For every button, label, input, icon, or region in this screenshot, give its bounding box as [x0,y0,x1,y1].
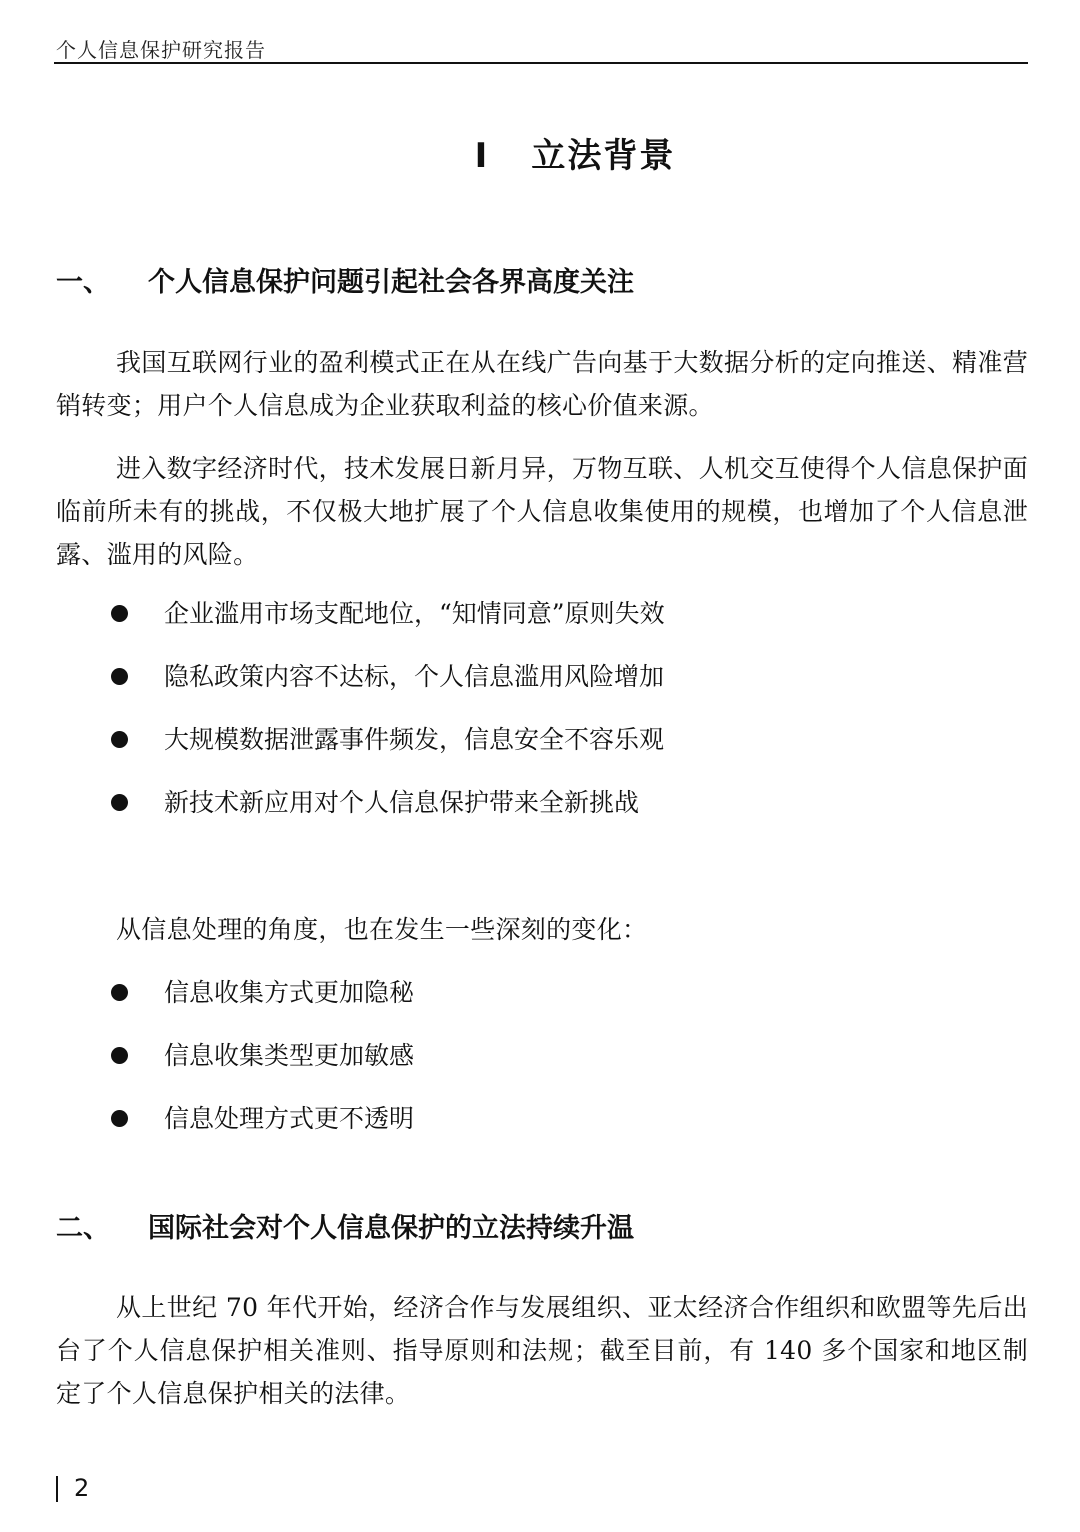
header-rule [54,62,1028,64]
bullet-icon [111,731,128,748]
list-item-text: 企业滥用市场支配地位，“知情同意”原则失效 [164,599,665,628]
chapter-title [0,128,1080,177]
section-2-title: 国际社会对个人信息保护的立法持续升温 [148,1213,634,1244]
section-1-title: 个人信息保护问题引起社会各界高度关注 [148,267,634,298]
bullet-icon [111,668,128,685]
section-1-bullet-list [0,582,1080,834]
list-item-text: 信息处理方式更不透明 [164,1104,415,1133]
section-2-number: 二、 [56,1213,110,1244]
list-item-text: 隐私政策内容不达标，个人信息滥用风险增加 [164,662,665,691]
footer-divider [56,1476,58,1502]
bullet-icon [111,605,128,622]
bullet-icon [111,984,128,1001]
list-item [0,961,1080,1024]
list-item [0,771,1080,834]
section-1-number: 一、 [56,267,110,298]
section-1-heading [56,260,634,299]
section-2-paragraph: 从上世纪 70 年代开始，经济合作与发展组织、亚太经济合作组织和欧盟等先后出台了个人信息保护相关准则、指导原则和法规；截至目前，有 140 多个国家和地区制定了个人信息保护相关的法律。 [56,1293,1028,1408]
section-1-bullet-list-2 [0,961,1080,1150]
list-item-text: 新技术新应用对个人信息保护带来全新挑战 [164,788,640,817]
section-1-paragraph-1: 我国互联网行业的盈利模式正在从在线广告向基于大数据分析的定向推送、精准营销转变；用户个人信息成为企业获取利益的核心价值来源。 [56,348,1028,420]
list-item [0,1024,1080,1087]
list-item-text: 大规模数据泄露事件频发，信息安全不容乐观 [164,725,665,754]
list-item [0,582,1080,645]
page-footer [56,1474,89,1502]
chapter-number: I [474,136,490,176]
list-item [0,1087,1080,1150]
section-1-paragraph-2: 进入数字经济时代，技术发展日新月异，万物互联、人机交互使得个人信息保护面临前所未有的挑战，不仅极大地扩展了个人信息收集使用的规模，也增加了个人信息泄露、滥用的风险。 [56,454,1028,569]
list-item-text: 信息收集类型更加敏感 [164,1041,415,1070]
page-number: 2 [74,1474,90,1502]
bullet-icon [111,1110,128,1127]
list-item [0,645,1080,708]
running-header: 个人信息保护研究报告 [56,38,266,62]
section-2-heading [56,1206,634,1245]
bullet-icon [111,794,128,811]
chapter-title-text: 立法背景 [531,136,676,176]
bullet-icon [111,1047,128,1064]
section-1-intro: 从信息处理的角度，也在发生一些深刻的变化： [116,915,648,944]
list-item-text: 信息收集方式更加隐秘 [164,978,415,1007]
list-item [0,708,1080,771]
